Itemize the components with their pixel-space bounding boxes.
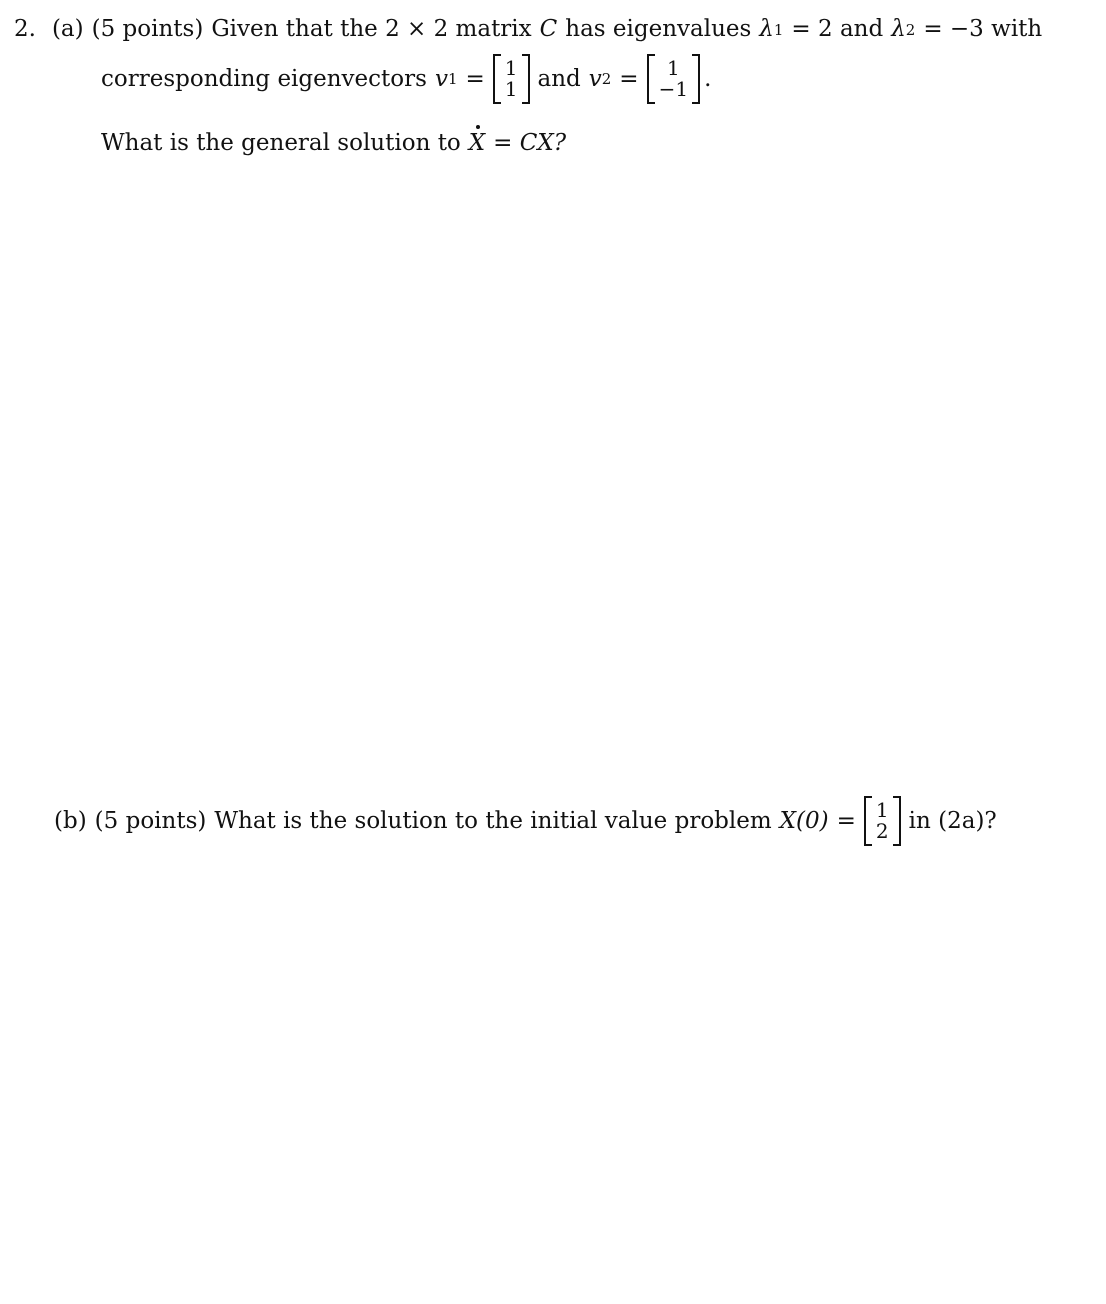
part-b-label: (b) (54, 807, 87, 834)
v2-entry-1: 1 (666, 56, 680, 80)
and-text: and (537, 65, 581, 92)
lambda1-value: = 2 and (791, 16, 884, 42)
part-b-line (54, 796, 997, 846)
part-a-line-1: 2. (a) (5 points) Given that the 2 × 2 matrix C has eigenvalues λ 1 = 2 and λ 2 = −3 with (14, 16, 1043, 42)
v2-symbol: v (588, 65, 602, 92)
part-b-equals: = (836, 807, 856, 834)
v2-entry-2: −1 (658, 77, 689, 101)
part-b-text: What is the solution to the initial value problem (214, 807, 772, 834)
lambda2-symbol: λ (891, 16, 906, 42)
part-b-points: (5 points) (94, 807, 207, 834)
v1-entry-1: 1 (504, 56, 518, 80)
x-dot: X (468, 130, 486, 156)
initial-vector (864, 796, 901, 846)
initial-entry-1: 1 (875, 798, 889, 822)
part-a-text-1: Given that the 2 × 2 matrix (211, 16, 532, 42)
lambda2-value: = −3 with (923, 16, 1043, 42)
matrix-name: C (539, 16, 558, 42)
v2-vector (647, 54, 700, 104)
initial-entry-2: 2 (875, 819, 889, 843)
v1-entry-2: 1 (504, 77, 518, 101)
v2-period: . (704, 65, 712, 92)
v1-symbol: v (434, 65, 448, 92)
part-a-label: (a) (51, 16, 84, 42)
part-a-question (101, 132, 566, 155)
part-a-line-2: corresponding eigenvectors v 1 = 1 1 and v 2 = 1 −1 . (101, 54, 711, 104)
question-pre: What is the general solution to (101, 130, 461, 156)
part-b-tail: in (2a)? (908, 807, 997, 834)
v2-equals: = (619, 65, 639, 92)
problem-number: 2. (14, 16, 36, 42)
lambda1-symbol: λ (759, 16, 774, 42)
eigenvectors-text: corresponding eigenvectors (101, 65, 427, 92)
question-post: = CX? (493, 130, 567, 156)
x0-expression: X(0) (779, 807, 829, 834)
v1-vector (493, 54, 530, 104)
v1-equals: = (465, 65, 485, 92)
part-a-points: (5 points) (91, 16, 204, 42)
part-a-text-2: has eigenvalues (565, 16, 752, 42)
